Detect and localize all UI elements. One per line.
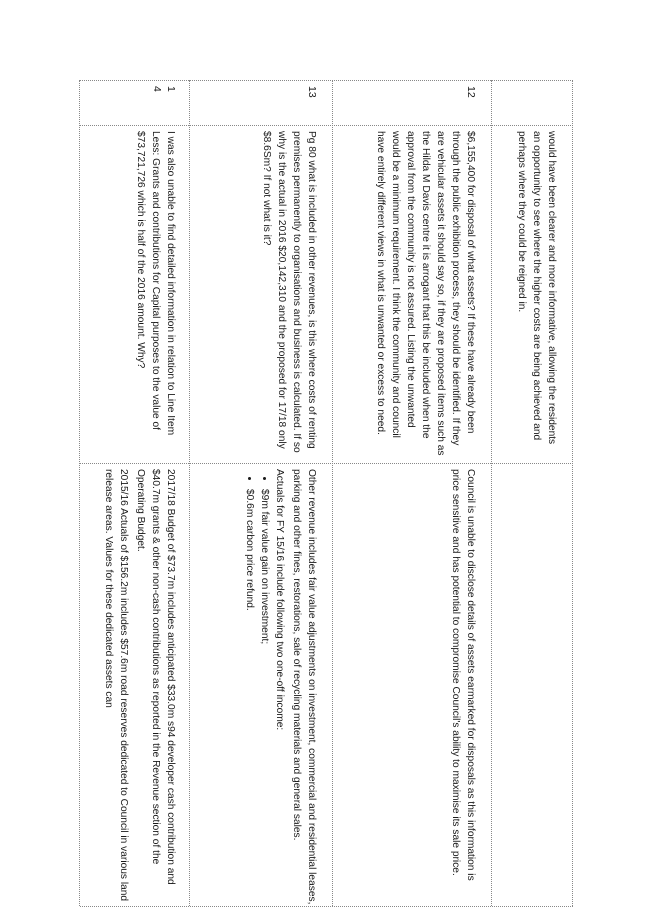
bullet-item: • $9m fair value gain on investment; bbox=[257, 489, 272, 905]
table-rule-top bbox=[572, 80, 573, 906]
table-rule-col2 bbox=[80, 463, 573, 464]
table-rule-row2 bbox=[332, 80, 333, 906]
response-extra: 2015/16 Actuals of $156.2m includes $57.6m road reserves dedicated to Council in various land release areas. Values for these dedicated assets can bbox=[103, 469, 129, 902]
question-text: I was also unable to find detailed information in relation to Line Item Less: Grants and contributions for Capital purposes to the value of $73,721,726 which is half of the 2016 amount. Why? bbox=[135, 131, 176, 436]
bullet-item: • $0.6m carbon price refund. bbox=[242, 489, 257, 905]
question-text: would have been clearer and more informative, allowing the residents an opportunity to see where the higher costs are being achieved and perhaps where they could be reigned in. bbox=[516, 131, 557, 445]
table-rule-bottom bbox=[79, 80, 80, 906]
response-block bbox=[242, 469, 319, 905]
table-rule-row3 bbox=[189, 80, 190, 906]
response-text: Other revenue includes fair value adjustments on investment, commercial and residential leases, parking and other fines, restorations, sale of recycling materials and general sales. bbox=[291, 469, 317, 905]
response-text: 2017/18 Budget of $73.7m includes anticipated $33.0m s94 developer cash contribution and $40.7m grants & other non-cash contributions as reported in the Revenue section of the Operating Budget. bbox=[135, 469, 176, 885]
table-rule-row1 bbox=[491, 80, 492, 906]
response-bullet-list bbox=[242, 469, 272, 905]
question-text: Pg 80 what is included in other revenues, is this where costs of renting premises permanently to organisations and business is calculated. If so why is the actual in 2016 $20,142,310 and the proposed for 17/18 only $8.6Sm? If not what is it? bbox=[261, 131, 317, 453]
row-number: 1 4 bbox=[151, 86, 177, 92]
table-rule-right bbox=[80, 906, 573, 907]
row-number: 12 bbox=[465, 86, 477, 98]
row-number: 13 bbox=[306, 86, 318, 98]
question-text: $6,155,400 for disposal of what assets? If these have already been through the public exhibition process, they should be identified. If they are vehicular assets it should say so, if they are proposed items such as the Hilda M Davis centre it is arrogant that this be included when the approval from the community is not assured. Listing the unwanted would be a minimum requirement. I think the community and council have entirely different views in what is unwanted or excess to need. bbox=[375, 131, 476, 456]
table-rule-col1 bbox=[80, 125, 573, 126]
response-intro: Actuals for FY 15/16 include following two one-off income: bbox=[274, 469, 285, 731]
response-text: Council is unable to disclose details of assets earmarked for disposals as this information is price sensitive and has potential to compromise Council's ability to maximise its sale price. bbox=[450, 469, 476, 881]
table-rule-left bbox=[80, 80, 573, 81]
response-block bbox=[101, 469, 178, 905]
